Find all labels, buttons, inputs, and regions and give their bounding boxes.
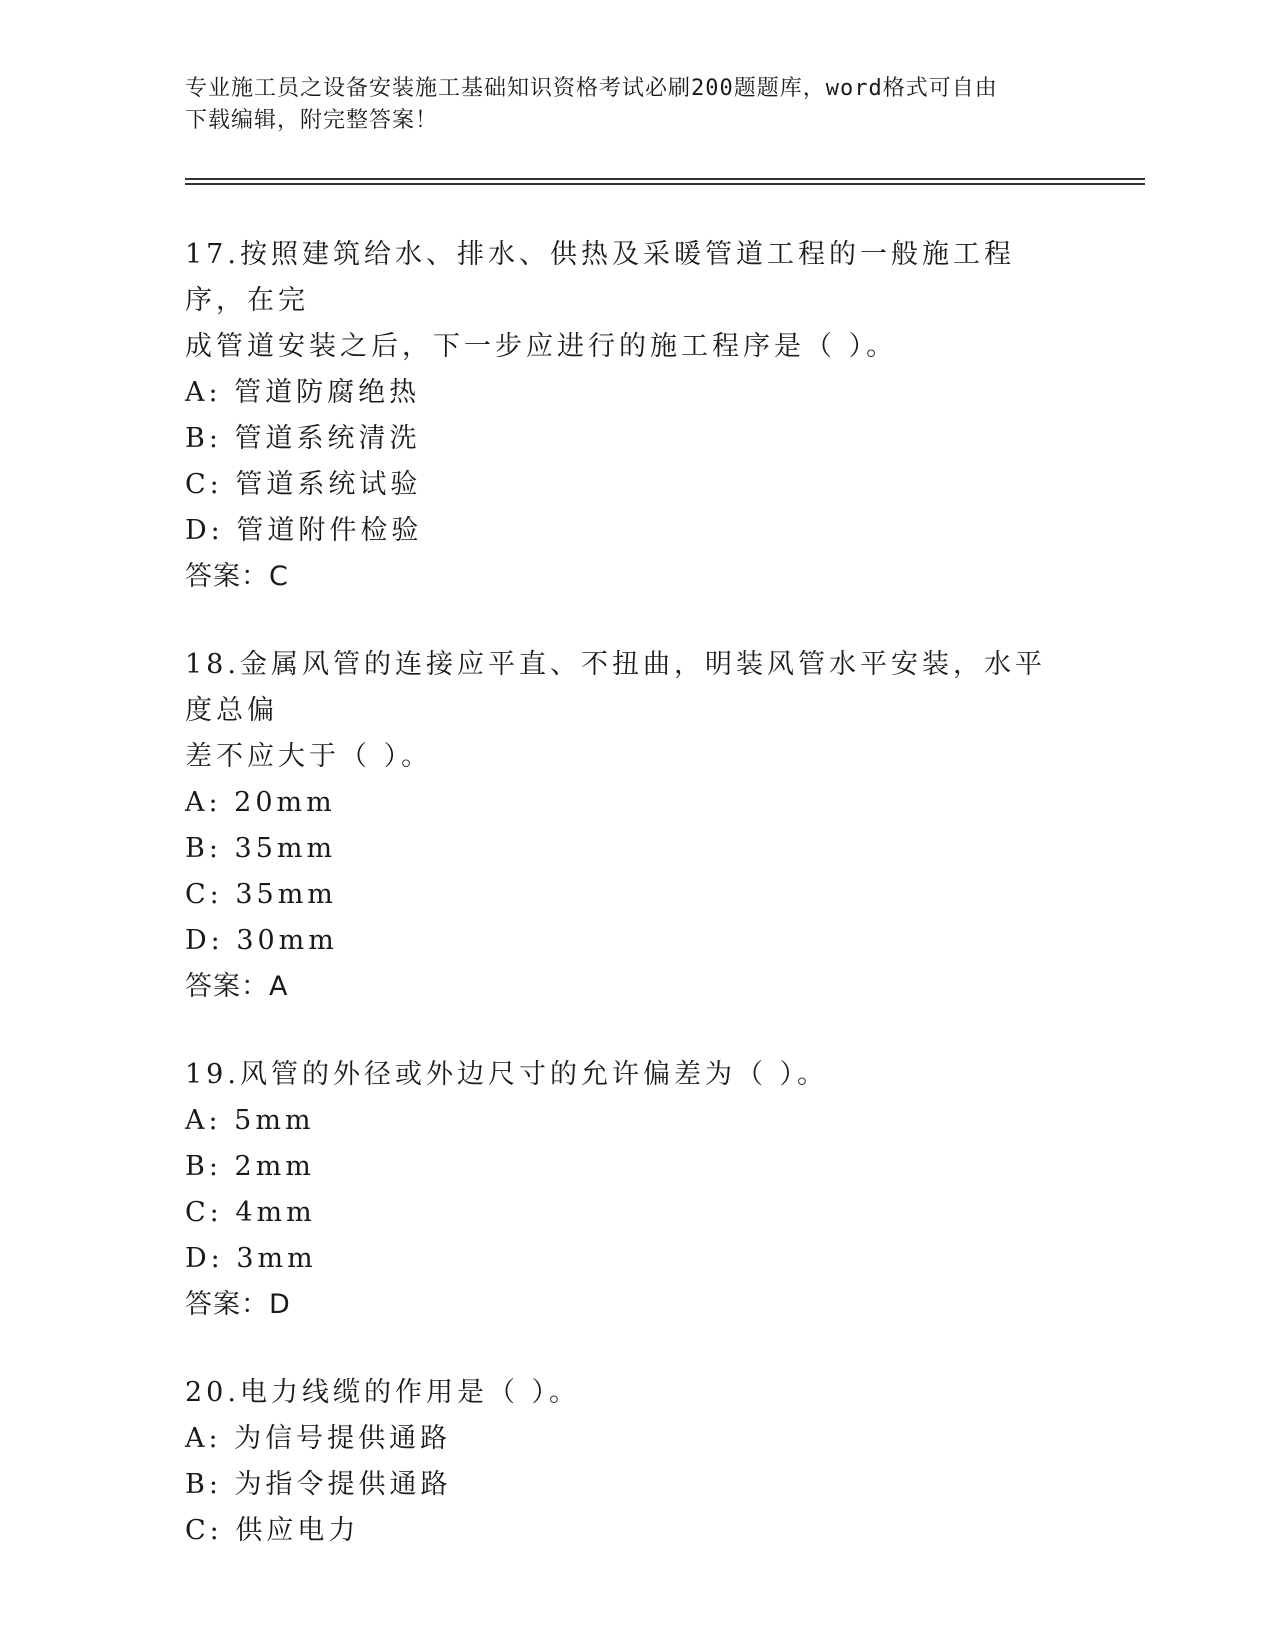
question-text-line-1: 20.电力线缆的作用是（ ）。 [185,1377,581,1408]
option-c: C: 供应电力 [185,1515,360,1546]
question-19 [185,1052,1065,1328]
question-text-line-2: 成管道安装之后，下一步应进行的施工程序是（ ）。 [185,331,898,362]
question-text-line-1: 17.按照建筑给水、排水、供热及采暖管道工程的一般施工程序，在完 [185,239,1015,316]
question-text-line-1: 19.风管的外径或外边尺寸的允许偏差为（ ）。 [185,1059,829,1090]
option-a: A: 5mm [185,1105,315,1136]
question-list [185,232,1065,1596]
option-c: C: 35mm [185,879,337,910]
option-a: A: 为信号提供通路 [185,1423,452,1454]
question-17 [185,232,1065,600]
header-divider-bottom [185,183,1145,185]
option-d: D: 管道附件检验 [185,515,423,546]
answer: 答案：A [185,971,289,1002]
answer: 答案：D [185,1289,291,1320]
question-20 [185,1370,1065,1554]
question-text-line-2: 差不应大于（ ）。 [185,741,433,772]
header-divider-top [185,178,1145,180]
document-header [185,73,1065,137]
question-text-line-1: 18.金属风管的连接应平直、不扭曲，明装风管水平安装，水平度总偏 [185,649,1046,726]
option-b: B: 2mm [185,1151,315,1182]
option-b: B: 管道系统清洗 [185,423,421,454]
header-line-1: 专业施工员之设备安装施工基础知识资格考试必刷200题题库，word格式可自由 [185,76,998,101]
option-a: A: 管道防腐绝热 [185,377,421,408]
option-d: D: 30mm [185,925,338,956]
option-d: D: 3mm [185,1243,317,1274]
option-c: C: 4mm [185,1197,316,1228]
option-a: A: 20mm [185,787,336,818]
header-line-2: 下载编辑，附完整答案！ [185,108,439,133]
question-18 [185,642,1065,1010]
option-b: B: 35mm [185,833,337,864]
option-c: C: 管道系统试验 [185,469,422,500]
option-b: B: 为指令提供通路 [185,1469,452,1500]
answer: 答案：C [185,561,289,592]
